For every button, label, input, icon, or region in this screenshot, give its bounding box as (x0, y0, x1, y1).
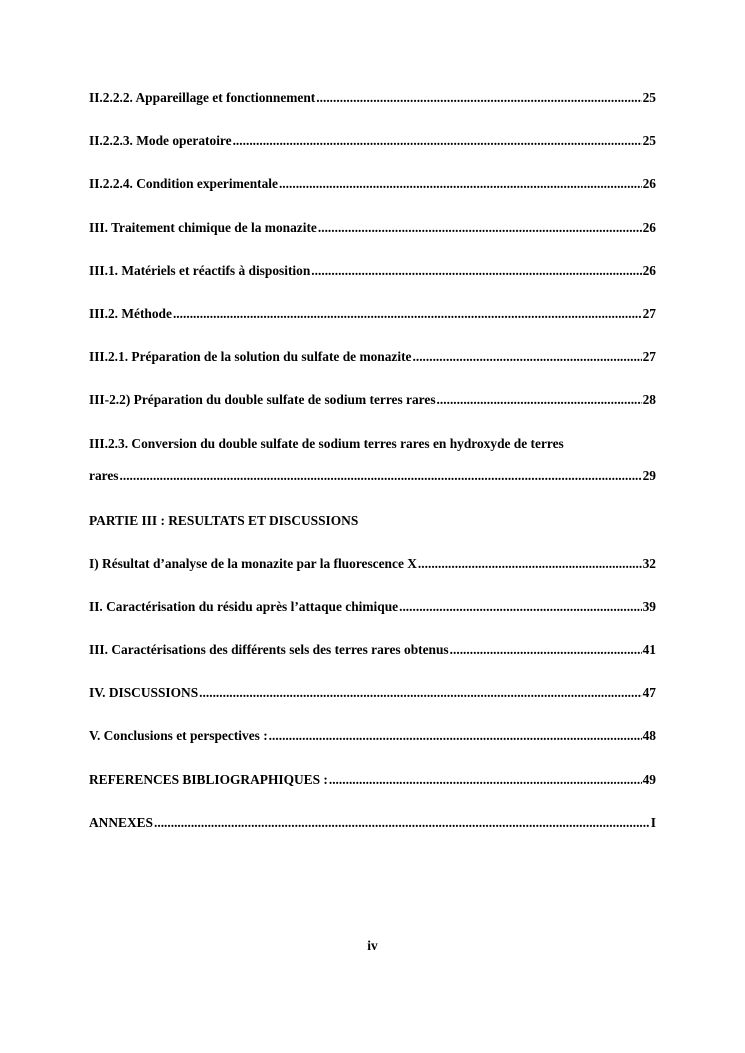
toc-entry-page: 25 (642, 133, 656, 149)
toc-entry-page: 26 (642, 176, 656, 192)
dot-leader (413, 347, 642, 366)
toc-entry[interactable] (89, 770, 656, 813)
toc-entry[interactable] (89, 347, 656, 390)
dot-leader (329, 770, 642, 789)
toc-entry-title: II. Caractérisation du résidu après l’attaque chimique (89, 598, 399, 614)
toc-entry-title: II.2.2.2. Appareillage et fonctionnement (89, 90, 316, 105)
toc-entry-page: 26 (642, 262, 656, 278)
toc-entry[interactable] (89, 813, 656, 856)
toc-entry-page: 48 (642, 728, 656, 744)
toc-entry-title: II.2.2.4. Condition experimentale (89, 176, 278, 192)
toc-entry-title: I) Résultat d’analyse de la monazite par la fluorescence X (89, 555, 417, 571)
toc-entry-title: ANNEXES (89, 814, 153, 830)
toc-entry[interactable] (89, 174, 656, 217)
toc-entry-page: 32 (642, 555, 656, 571)
toc-entry[interactable] (89, 640, 656, 683)
toc-entry-wrapped[interactable] (89, 434, 656, 511)
toc-entry-title: REFERENCES BIBLIOGRAPHIQUES : (89, 771, 328, 787)
dot-leader (450, 640, 642, 659)
dot-leader (279, 174, 642, 193)
toc-entry[interactable] (89, 726, 656, 769)
page-number: iv (367, 938, 378, 953)
toc-entry-title: III. Traitement chimique de la monazite (89, 219, 317, 235)
toc-entry-title: II.2.2.3. Mode operatoire (89, 133, 232, 149)
dot-leader (120, 466, 642, 485)
toc-entry-page: 26 (642, 219, 656, 235)
dot-leader (154, 813, 650, 832)
toc-entry-title: III. Caractérisations des différents sels des terres rares obtenus (89, 642, 449, 658)
toc-entry-title-line2: rares (89, 467, 119, 483)
part-heading[interactable] (89, 511, 656, 554)
toc-entry[interactable] (89, 304, 656, 347)
toc-entry-title: III.2. Méthode (89, 305, 172, 321)
toc-entry[interactable] (89, 683, 656, 726)
toc-entry-page: 49 (642, 771, 656, 787)
toc-entry-page: 41 (642, 642, 656, 658)
dot-leader (311, 261, 641, 280)
toc-entry-page: 25 (642, 90, 656, 105)
dot-leader (233, 131, 642, 150)
part-heading-title: PARTIE III : RESULTATS ET DISCUSSIONS (89, 512, 359, 528)
table-of-contents (89, 88, 656, 856)
toc-entry-page: 27 (642, 349, 656, 365)
toc-entry-title: III.1. Matériels et réactifs à disposition (89, 262, 311, 278)
toc-entry[interactable] (89, 597, 656, 640)
toc-entry-title: V. Conclusions et perspectives : (89, 728, 268, 744)
dot-leader (199, 683, 641, 702)
toc-entry-title: IV. DISCUSSIONS (89, 685, 199, 701)
toc-entry-page: I (650, 814, 656, 830)
toc-entry-title: III.2.1. Préparation de la solution du sulfate de monazite (89, 349, 412, 365)
dot-leader (269, 726, 642, 745)
toc-entry-page: 28 (642, 392, 656, 408)
toc-entry[interactable] (89, 88, 656, 131)
dot-leader (316, 88, 641, 107)
dot-leader (173, 304, 642, 323)
toc-entry[interactable] (89, 390, 656, 433)
dot-leader (437, 390, 642, 409)
toc-entry-page: 27 (642, 305, 656, 321)
dot-leader (318, 218, 642, 237)
toc-entry-page: 39 (642, 598, 656, 614)
toc-entry[interactable] (89, 131, 656, 174)
toc-entry[interactable] (89, 554, 656, 597)
toc-entry[interactable] (89, 261, 656, 304)
toc-entry-title-line1: III.2.3. Conversion du double sulfate de sodium terres rares en hydroxyde de terres (89, 435, 564, 451)
dot-leader (399, 597, 642, 616)
dot-leader (418, 554, 642, 573)
toc-entry-title: III-2.2) Préparation du double sulfate de sodium terres rares (89, 392, 436, 408)
toc-entry-page: 29 (642, 467, 656, 483)
toc-entry[interactable] (89, 218, 656, 261)
toc-entry-page: 47 (642, 685, 656, 701)
